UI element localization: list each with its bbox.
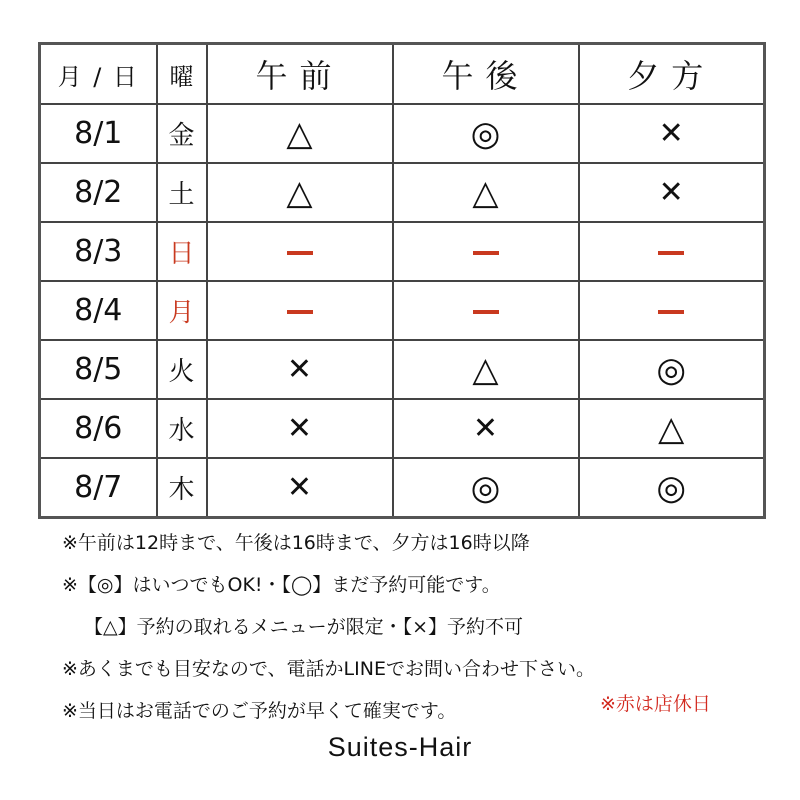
- available-mark: ◎: [470, 113, 501, 154]
- closed-dash: [287, 310, 313, 314]
- date-cell: 8/3: [40, 222, 157, 281]
- available-mark: ◎: [656, 467, 687, 508]
- reservation-table: [38, 42, 766, 519]
- unavailable-mark: ✕: [286, 469, 313, 505]
- slot-cell-morning: [207, 340, 393, 399]
- limited-mark: △: [286, 113, 313, 154]
- slot-cell-morning: [207, 281, 393, 340]
- table-row: [40, 163, 765, 222]
- table-row: [40, 104, 765, 163]
- header-date: 月 / 日: [40, 44, 157, 105]
- weekday-cell: 土: [157, 163, 207, 222]
- limited-mark: △: [286, 172, 313, 213]
- slot-cell-evening: [579, 163, 765, 222]
- available-mark: ◎: [470, 467, 501, 508]
- brand-name: Suites-Hair: [327, 732, 473, 762]
- weekday-cell: 日: [157, 222, 207, 281]
- slot-cell-morning: [207, 163, 393, 222]
- slot-cell-afternoon: [393, 458, 579, 518]
- note-same-day: ※当日はお電話でのご予約が早くて確実です。: [62, 700, 457, 722]
- header-evening: 夕方: [579, 44, 765, 105]
- closed-dash: [658, 310, 684, 314]
- date-cell: 8/1: [40, 104, 157, 163]
- unavailable-mark: ✕: [658, 174, 684, 210]
- table-row: [40, 340, 765, 399]
- slot-cell-afternoon: [393, 399, 579, 458]
- header-row: [40, 44, 765, 105]
- note-time-ranges: ※午前は12時まで、午後は16時まで、夕方は16時以降: [62, 532, 530, 554]
- slot-cell-evening: [579, 340, 765, 399]
- closed-dash: [473, 251, 499, 255]
- slot-cell-afternoon: [393, 340, 579, 399]
- table-row: [40, 458, 765, 518]
- table-row: [40, 281, 765, 340]
- slot-cell-morning: [207, 458, 393, 518]
- date-cell: 8/2: [40, 163, 157, 222]
- weekday-cell: 水: [157, 399, 207, 458]
- unavailable-mark: ✕: [286, 410, 313, 446]
- slot-cell-evening: [579, 222, 765, 281]
- limited-mark: △: [472, 349, 499, 390]
- unavailable-mark: ✕: [472, 410, 499, 446]
- limited-mark: △: [472, 172, 499, 213]
- table-row: [40, 222, 765, 281]
- unavailable-mark: ✕: [658, 115, 684, 151]
- date-cell: 8/5: [40, 340, 157, 399]
- slot-cell-evening: [579, 281, 765, 340]
- header-afternoon: 午後: [393, 44, 579, 105]
- slot-cell-morning: [207, 399, 393, 458]
- slot-cell-afternoon: [393, 222, 579, 281]
- weekday-cell: 月: [157, 281, 207, 340]
- available-mark: ◎: [656, 349, 687, 390]
- date-cell: 8/7: [40, 458, 157, 518]
- closed-day-note: ※赤は店休日: [600, 693, 711, 715]
- limited-mark: △: [658, 408, 685, 449]
- closed-dash: [658, 251, 684, 255]
- date-cell: 8/4: [40, 281, 157, 340]
- note-contact: ※あくまでも目安なので、電話かLINEでお問い合わせ下さい。: [62, 658, 595, 680]
- note-symbol-limited: 【△】予約の取れるメニューが限定・【×】予約不可: [84, 616, 524, 638]
- slot-cell-afternoon: [393, 104, 579, 163]
- slot-cell-evening: [579, 104, 765, 163]
- notes: [62, 522, 595, 732]
- closed-dash: [473, 310, 499, 314]
- header-morning: 午前: [207, 44, 393, 105]
- slot-cell-morning: [207, 222, 393, 281]
- closed-dash: [287, 251, 313, 255]
- weekday-cell: 木: [157, 458, 207, 518]
- weekday-cell: 火: [157, 340, 207, 399]
- slot-cell-evening: [579, 458, 765, 518]
- slot-cell-afternoon: [393, 163, 579, 222]
- note-symbol-ok: ※【◎】はいつでもOK!・【◯】まだ予約可能です。: [62, 574, 501, 596]
- slot-cell-morning: [207, 104, 393, 163]
- weekday-cell: 金: [157, 104, 207, 163]
- slot-cell-afternoon: [393, 281, 579, 340]
- header-day: 曜: [157, 44, 207, 105]
- slot-cell-evening: [579, 399, 765, 458]
- table-row: [40, 399, 765, 458]
- unavailable-mark: ✕: [286, 351, 313, 387]
- date-cell: 8/6: [40, 399, 157, 458]
